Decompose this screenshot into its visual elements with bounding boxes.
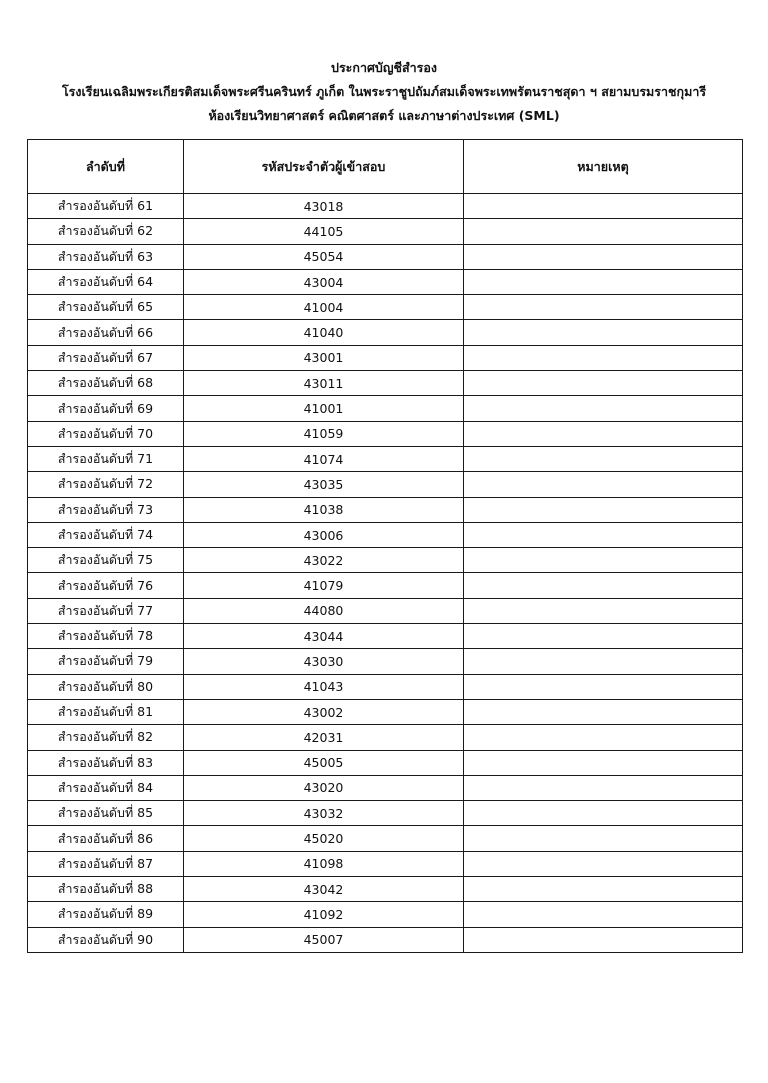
rank-cell: สำรองอันดับที่ 71 <box>28 446 184 471</box>
remark-cell <box>464 371 743 396</box>
exam-code-cell: 41092 <box>184 902 464 927</box>
exam-code-cell: 45005 <box>184 750 464 775</box>
table-row <box>28 826 743 851</box>
table-row <box>28 421 743 446</box>
school-name: โรงเรียนเฉลิมพระเกียรติสมเด็จพระศรีนครินทร์ ภูเก็ต ในพระราชูปถัมภ์สมเด็จพระเทพรัตนราชสุดา ฯ สยามบรมราชกุมารี <box>61 84 707 99</box>
table-row <box>28 446 743 471</box>
table-row <box>28 396 743 421</box>
remark-cell <box>464 244 743 269</box>
exam-code-cell: 43011 <box>184 371 464 396</box>
table-body <box>28 194 743 953</box>
table-row <box>28 649 743 674</box>
rank-cell: สำรองอันดับที่ 89 <box>28 902 184 927</box>
rank-cell: สำรองอันดับที่ 83 <box>28 750 184 775</box>
remark-cell <box>464 674 743 699</box>
exam-code-cell: 43032 <box>184 801 464 826</box>
remark-cell <box>464 750 743 775</box>
remark-cell <box>464 269 743 294</box>
table-row <box>28 877 743 902</box>
rank-cell: สำรองอันดับที่ 78 <box>28 624 184 649</box>
table-row <box>28 598 743 623</box>
remark-cell <box>464 573 743 598</box>
table-row <box>28 927 743 952</box>
remark-cell <box>464 295 743 320</box>
remark-cell <box>464 877 743 902</box>
remark-cell <box>464 219 743 244</box>
exam-code-cell: 44080 <box>184 598 464 623</box>
table-header-row <box>28 140 743 194</box>
rank-cell: สำรองอันดับที่ 88 <box>28 877 184 902</box>
table-row <box>28 699 743 724</box>
column-header-rank: ลำดับที่ <box>28 140 184 194</box>
table-row <box>28 269 743 294</box>
table-row <box>28 497 743 522</box>
table-row <box>28 750 743 775</box>
table-row <box>28 801 743 826</box>
table-row <box>28 219 743 244</box>
remark-cell <box>464 421 743 446</box>
remark-cell <box>464 446 743 471</box>
rank-cell: สำรองอันดับที่ 80 <box>28 674 184 699</box>
table-row <box>28 674 743 699</box>
rank-cell: สำรองอันดับที่ 84 <box>28 775 184 800</box>
column-header-remark: หมายเหตุ <box>464 140 743 194</box>
rank-cell: สำรองอันดับที่ 87 <box>28 851 184 876</box>
remark-cell <box>464 699 743 724</box>
table-row <box>28 624 743 649</box>
program-name: ห้องเรียนวิทยาศาสตร์ คณิตศาสตร์ และภาษาต่างประเทศ (SML) <box>208 108 560 123</box>
remark-cell <box>464 345 743 370</box>
remark-cell <box>464 472 743 497</box>
exam-code-cell: 43022 <box>184 548 464 573</box>
remark-cell <box>464 194 743 219</box>
remark-cell <box>464 649 743 674</box>
rank-cell: สำรองอันดับที่ 79 <box>28 649 184 674</box>
exam-code-cell: 41059 <box>184 421 464 446</box>
rank-cell: สำรองอันดับที่ 61 <box>28 194 184 219</box>
table-row <box>28 725 743 750</box>
remark-cell <box>464 396 743 421</box>
exam-code-cell: 43002 <box>184 699 464 724</box>
rank-cell: สำรองอันดับที่ 70 <box>28 421 184 446</box>
remark-cell <box>464 548 743 573</box>
exam-code-cell: 43035 <box>184 472 464 497</box>
exam-code-cell: 41074 <box>184 446 464 471</box>
rank-cell: สำรองอันดับที่ 77 <box>28 598 184 623</box>
table-row <box>28 548 743 573</box>
exam-code-cell: 41079 <box>184 573 464 598</box>
rank-cell: สำรองอันดับที่ 62 <box>28 219 184 244</box>
exam-code-cell: 43042 <box>184 877 464 902</box>
exam-code-cell: 41004 <box>184 295 464 320</box>
table-row <box>28 295 743 320</box>
rank-cell: สำรองอันดับที่ 72 <box>28 472 184 497</box>
remark-cell <box>464 826 743 851</box>
table-row <box>28 244 743 269</box>
column-header-exam-code: รหัสประจำตัวผู้เข้าสอบ <box>184 140 464 194</box>
exam-code-cell: 41043 <box>184 674 464 699</box>
table-row <box>28 320 743 345</box>
document-header <box>0 56 768 128</box>
rank-cell: สำรองอันดับที่ 75 <box>28 548 184 573</box>
remark-cell <box>464 598 743 623</box>
exam-code-cell: 43018 <box>184 194 464 219</box>
remark-cell <box>464 902 743 927</box>
reserve-list-table <box>27 139 743 953</box>
table-row <box>28 194 743 219</box>
remark-cell <box>464 775 743 800</box>
remark-cell <box>464 927 743 952</box>
rank-cell: สำรองอันดับที่ 85 <box>28 801 184 826</box>
table-row <box>28 573 743 598</box>
exam-code-cell: 45020 <box>184 826 464 851</box>
remark-cell <box>464 497 743 522</box>
document-title: ประกาศบัญชีสำรอง <box>331 60 437 75</box>
rank-cell: สำรองอันดับที่ 81 <box>28 699 184 724</box>
table-row <box>28 371 743 396</box>
remark-cell <box>464 320 743 345</box>
rank-cell: สำรองอันดับที่ 68 <box>28 371 184 396</box>
rank-cell: สำรองอันดับที่ 82 <box>28 725 184 750</box>
exam-code-cell: 43006 <box>184 522 464 547</box>
exam-code-cell: 43001 <box>184 345 464 370</box>
exam-code-cell: 45007 <box>184 927 464 952</box>
rank-cell: สำรองอันดับที่ 65 <box>28 295 184 320</box>
remark-cell <box>464 801 743 826</box>
rank-cell: สำรองอันดับที่ 74 <box>28 522 184 547</box>
table-row <box>28 775 743 800</box>
rank-cell: สำรองอันดับที่ 76 <box>28 573 184 598</box>
rank-cell: สำรองอันดับที่ 73 <box>28 497 184 522</box>
remark-cell <box>464 851 743 876</box>
remark-cell <box>464 624 743 649</box>
rank-cell: สำรองอันดับที่ 67 <box>28 345 184 370</box>
exam-code-cell: 41040 <box>184 320 464 345</box>
rank-cell: สำรองอันดับที่ 66 <box>28 320 184 345</box>
table-row <box>28 902 743 927</box>
table-row <box>28 345 743 370</box>
exam-code-cell: 43030 <box>184 649 464 674</box>
rank-cell: สำรองอันดับที่ 86 <box>28 826 184 851</box>
rank-cell: สำรองอันดับที่ 90 <box>28 927 184 952</box>
remark-cell <box>464 522 743 547</box>
exam-code-cell: 41098 <box>184 851 464 876</box>
exam-code-cell: 43004 <box>184 269 464 294</box>
exam-code-cell: 43020 <box>184 775 464 800</box>
exam-code-cell: 42031 <box>184 725 464 750</box>
exam-code-cell: 41001 <box>184 396 464 421</box>
rank-cell: สำรองอันดับที่ 63 <box>28 244 184 269</box>
table-row <box>28 851 743 876</box>
remark-cell <box>464 725 743 750</box>
exam-code-cell: 41038 <box>184 497 464 522</box>
exam-code-cell: 44105 <box>184 219 464 244</box>
exam-code-cell: 43044 <box>184 624 464 649</box>
exam-code-cell: 45054 <box>184 244 464 269</box>
table-row <box>28 472 743 497</box>
rank-cell: สำรองอันดับที่ 69 <box>28 396 184 421</box>
rank-cell: สำรองอันดับที่ 64 <box>28 269 184 294</box>
table-row <box>28 522 743 547</box>
